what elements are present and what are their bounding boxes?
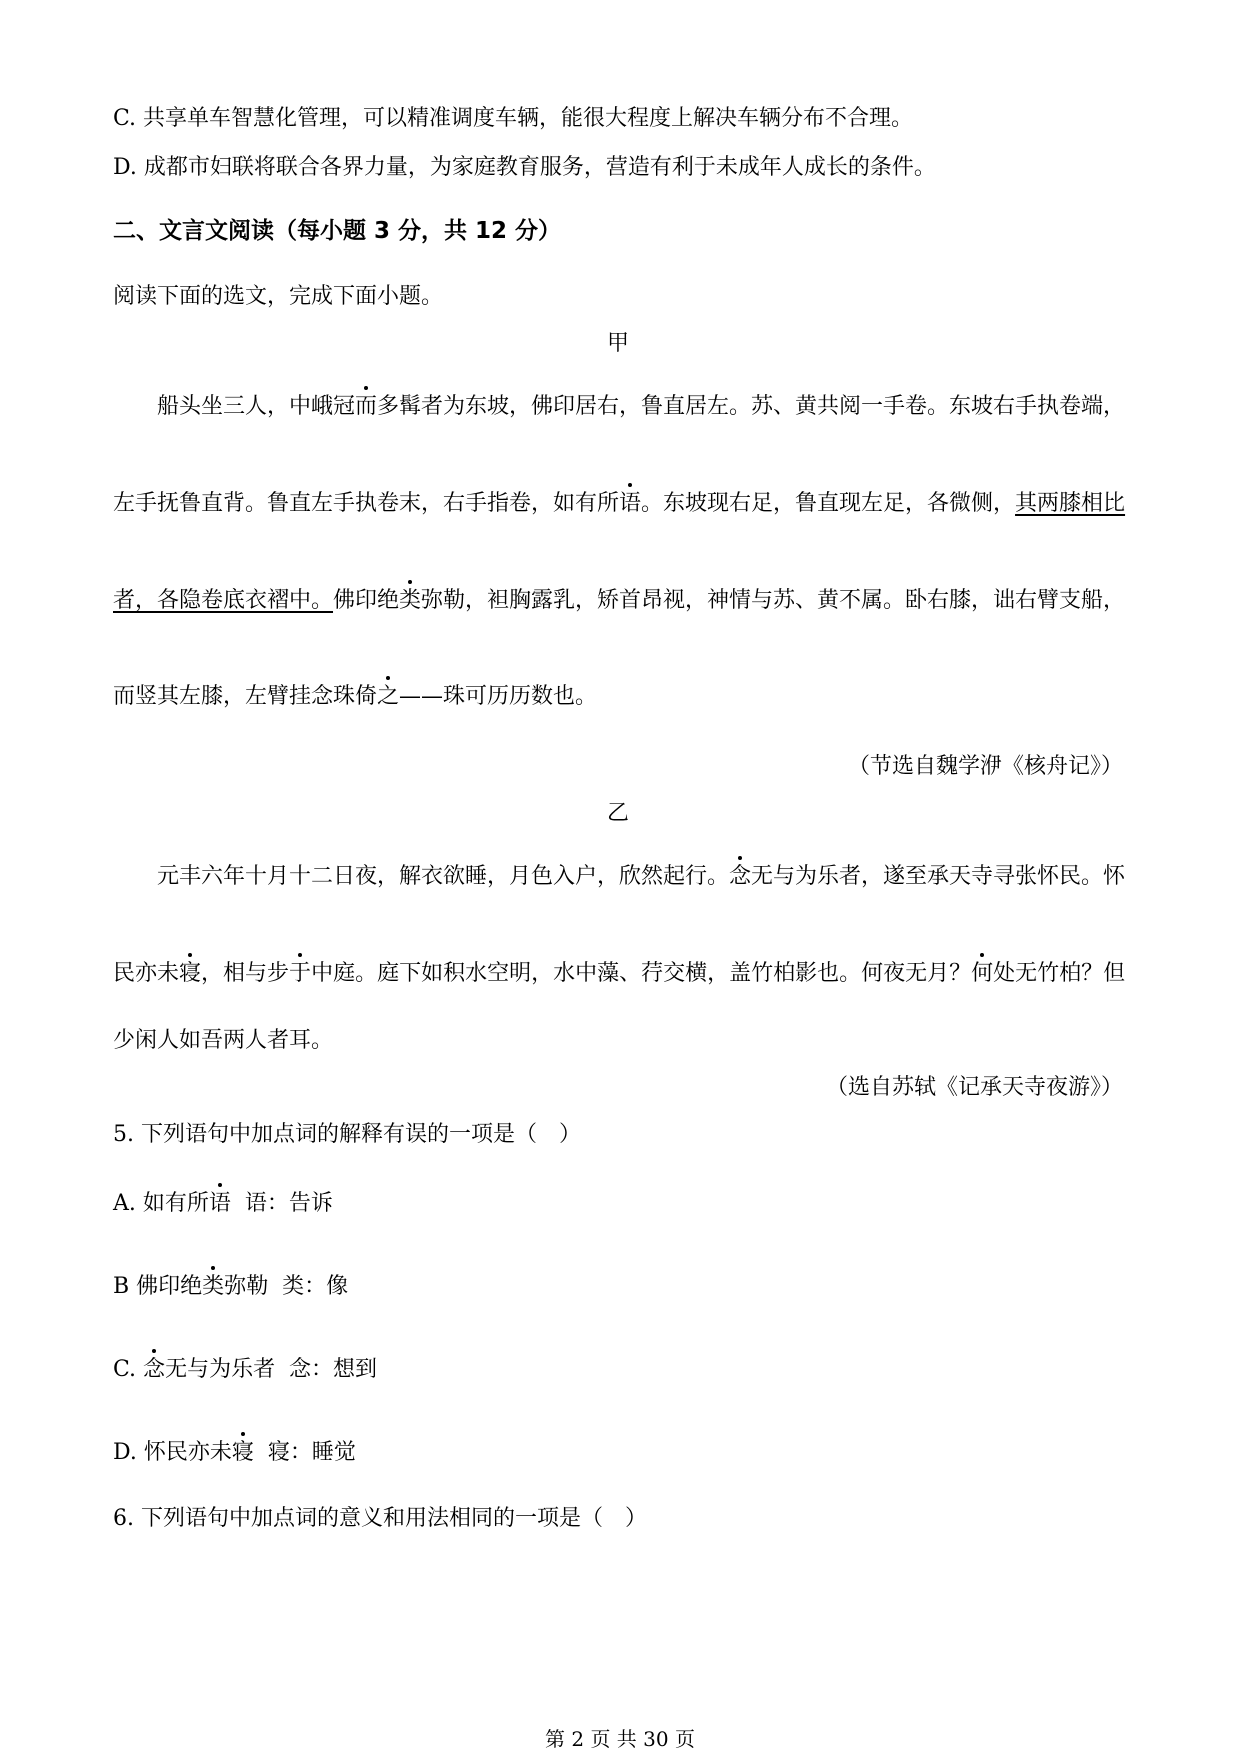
passage-yi-line-1 xyxy=(113,862,1125,892)
underlined-sentence-part-2: 者，各隐卷底衣褶中。 xyxy=(113,588,334,613)
text-run: 处无竹柏？但 xyxy=(993,961,1126,986)
dotted-char: 念 xyxy=(729,862,751,892)
dotted-char: 类 xyxy=(399,586,421,616)
text-run: 语：告诉 xyxy=(230,1191,333,1216)
passage-jia-line-2 xyxy=(113,489,1125,519)
text-run: 弥勒，袒胸露乳，矫首昂视，神情与苏、黄不属。卧右膝，诎右臂支船， xyxy=(421,588,1126,613)
instruction: 阅读下面的选文，完成下面小题。 xyxy=(113,284,444,309)
text-run: 佛印绝 xyxy=(333,588,400,613)
text-run: ，相与步 xyxy=(201,961,290,986)
dotted-char: 语 xyxy=(619,489,641,519)
dotted-char: 之 xyxy=(377,682,399,712)
option-c-prev xyxy=(113,104,913,134)
question-5-option-d xyxy=(113,1438,356,1468)
question-5-option-a xyxy=(113,1189,333,1219)
passage-jia-line-3 xyxy=(113,586,1125,616)
dotted-char: 何 xyxy=(971,959,993,989)
text-run: 船头坐三人，中峨冠 xyxy=(157,394,356,419)
dotted-char: 语 xyxy=(209,1189,231,1219)
text-run: 民亦未 xyxy=(113,961,180,986)
page-footer: 第 2 页 共 30 页 xyxy=(545,1727,695,1751)
passage-jia-line-4 xyxy=(113,682,597,712)
passage-jia-line-1 xyxy=(113,392,1125,422)
text-run: D. 怀民亦未 xyxy=(113,1440,232,1465)
question-5-stem: 5. 下列语句中加点词的解释有误的一项是（ ） xyxy=(113,1122,581,1147)
text-run: 无与为乐者 念：想到 xyxy=(165,1357,378,1382)
text-run: A. 如有所 xyxy=(113,1191,209,1216)
text-run: 弥勒 类：像 xyxy=(224,1274,349,1299)
text-run: C. xyxy=(113,1357,144,1382)
text-run: ——珠可历历数也。 xyxy=(399,684,598,709)
text-run: 中庭。庭下如积水空明，水中藻、荇交横，盖竹柏影也。何夜无月？ xyxy=(311,961,972,986)
text-run: B 佛印绝 xyxy=(113,1274,203,1299)
passage-yi-line-3: 少闲人如吾两人者耳。 xyxy=(113,1028,334,1053)
option-d-text: D. 成都市妇联将联合各界力量，为家庭教育服务，营造有利于未成年人成长的条件。 xyxy=(113,155,936,180)
dotted-char: 于 xyxy=(289,959,311,989)
question-5-option-c xyxy=(113,1355,377,1385)
question-5-option-b xyxy=(113,1272,348,1302)
passage-jia-source: （节选自魏学洢《核舟记》） xyxy=(847,754,1123,779)
dotted-char: 寝 xyxy=(232,1438,254,1468)
option-c-text: C. 共享单车智慧化管理，可以精准调度车辆，能很大程度上解决车辆分布不合理。 xyxy=(113,106,914,131)
text-run: 无与为乐者，遂至承天寺寻张怀民。怀 xyxy=(751,864,1126,889)
passage-yi-line-2 xyxy=(113,959,1125,989)
passage-yi-source: （选自苏轼《记承天寺夜游》） xyxy=(825,1075,1123,1100)
text-run: 多髯者为东坡，佛印居右，鲁直居左。苏、黄共阅一手卷。东坡右手执卷端， xyxy=(377,394,1126,419)
dotted-char: 类 xyxy=(202,1272,224,1302)
text-run: 而竖其左膝，左臂挂念珠倚 xyxy=(113,684,378,709)
option-d-prev xyxy=(113,153,936,183)
underlined-sentence-part-1: 其两膝相比 xyxy=(1015,491,1126,516)
dotted-char: 而 xyxy=(355,392,377,422)
text-run: 寝：睡觉 xyxy=(253,1440,356,1465)
text-run: 。东坡现右足，鲁直现左足，各微侧， xyxy=(641,491,1016,516)
dotted-char: 念 xyxy=(143,1355,165,1385)
section-heading: 二、文言文阅读（每小题 3 分，共 12 分） xyxy=(113,218,562,244)
question-6-stem: 6. 下列语句中加点词的意义和用法相同的一项是（ ） xyxy=(113,1506,647,1531)
text-run: 左手抚鲁直背。鲁直左手执卷末，右手指卷，如有所 xyxy=(113,491,620,516)
dotted-char: 寝 xyxy=(179,959,201,989)
passage-jia-label: 甲 xyxy=(606,331,629,356)
text-run: 元丰六年十月十二日夜，解衣欲睡，月色入户，欣然起行。 xyxy=(157,864,730,889)
passage-yi-label: 乙 xyxy=(606,801,629,826)
